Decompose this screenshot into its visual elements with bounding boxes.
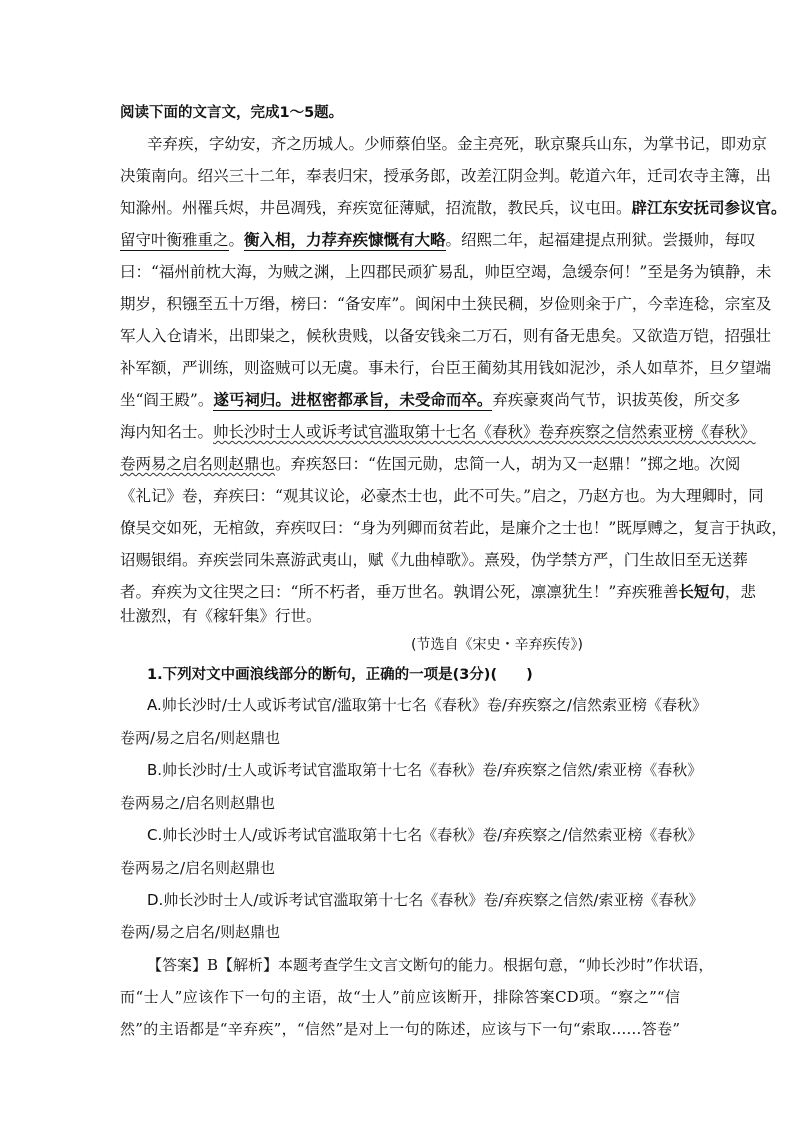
passage-line: 曰：“福州前枕大海，为贼之渊，上四郡民顽犷易乱，帅臣空竭，急缓奈何！”至是务为镇静，未 [120, 263, 772, 281]
source-citation: (节选自《宋史・辛弃疾传》) [411, 637, 583, 653]
option-d-line2: 卷两/易之启名/则赵鼎也 [120, 923, 281, 941]
passage-line [120, 582, 756, 602]
passage-line [120, 230, 756, 250]
passage-text: 坐“阎王殿”。 [120, 391, 214, 409]
section-heading: 阅读下面的文言文，完成1～5题。 [120, 105, 344, 121]
option-a-line2: 卷两/易之启名/则赵鼎也 [120, 729, 281, 747]
option-b-line2: 卷两易之/启名则赵鼎也 [120, 794, 276, 812]
passage-line: 期岁，积镪至五十万缗，榜曰：“备安库”。闽闲中土狭民稠，岁俭则籴于广，今幸连稔，宗室及 [120, 295, 772, 313]
wavy-underlined-text: 卷两易之启名则赵鼎也 [120, 455, 276, 473]
passage-text: 知滁州。州罹兵烬，井邑凋残，弃疾宽征薄赋，招流散，教民兵，议屯田。 [120, 199, 632, 217]
passage-line: 辛弃疾，字幼安，齐之历城人。少师蔡伯坚。金主亮死，耿京聚兵山东，为掌书记，即劝京 [147, 135, 768, 153]
underlined-sentence: 遂丐祠归。进枢密都承旨，未受命而卒。 [213, 390, 493, 409]
passage-line [120, 422, 756, 442]
option-a-line1: A.帅长沙时/士人或诉考试官/滥取第十七名《春秋》卷/弃疾察之/信然索亚榜《春秋》 [147, 696, 707, 714]
passage-text: 者。弃疾为文往哭之曰：“所不朽者，垂万世名。孰谓公死，凛凛犹生！”弃疾雅善 [120, 583, 679, 601]
passage-line: 僚吴交如死，无棺敛，弃疾叹曰：“身为列卿而贫若此，是廉介之士也！”既厚赙之，复言于执政， [120, 519, 787, 537]
underlined-sentence: 辟江东安抚司参议官。 [631, 198, 787, 217]
underlined-sentence: 留守叶衡雅重之 [120, 231, 229, 249]
passage-line: 壮激烈，有《稼轩集》行世。 [120, 607, 322, 625]
passage-line: 补军额，严训练，则盗贼可以无虞。事未行，台臣王蔺劾其用钱如泥沙，杀人如草芥，旦夕望端 [120, 359, 772, 377]
passage-text: 。弃疾怒曰：“佐国元勋，忠简一人，胡为又一赵鼎！”掷之地。次阅 [275, 455, 741, 473]
passage-line: 《礼记》卷，弃疾曰：“观其议论，必豪杰士也，此不可失。”启之，乃赵方也。为大理卿时，同 [120, 487, 764, 505]
option-d-line1: D.帅长沙时士人/或诉考试官滥取第十七名《春秋》卷/弃疾察之信然/索亚榜《春秋》 [147, 891, 704, 909]
passage-text: 海内知名士。 [120, 423, 214, 441]
passage-line: 军人入仓请米，出即粜之，候秋贵贱，以备安钱籴二万石，则有备无患矣。又欲造万铠，招强壮 [120, 327, 772, 345]
passage-text: 弃疾豪爽尚气节，识拔英俊，所交多 [492, 391, 741, 409]
answer-line: 【答案】B【解析】本题考查学生文言文断句的能力。根据句意，“帅长沙时”作状语， [147, 956, 714, 974]
wavy-underlined-text: 帅长沙时士人或诉考试官滥取第十七名《春秋》卷弃疾察之信然索亚榜《春秋》 [213, 423, 756, 441]
passage-text: 。 [228, 231, 245, 249]
passage-line: 诏赐银绢。弃疾尝同朱熹游武夷山，赋《九曲棹歌》。熹殁，伪学禁方严，门生故旧至无送葬 [120, 551, 748, 569]
option-c-line1: C.帅长沙时士人/或诉考试官滥取第十七名《春秋》卷/弃疾察之/信然索亚榜《春秋》 [147, 826, 703, 844]
passage-line [120, 198, 787, 218]
passage-line [120, 390, 741, 410]
option-b-line1: B.帅长沙时/士人或诉考试官滥取第十七名《春秋》卷/弃疾察之信然/索亚榜《春秋》 [147, 761, 703, 779]
passage-line: 决策南向。绍兴三十二年，奉表归宋，授承务郎，改差江阴佥判。乾道六年，迁司农寺主簿，出 [120, 167, 772, 185]
passage-text: ，悲 [724, 583, 756, 601]
bold-term: 长短句 [678, 582, 725, 601]
underlined-sentence: 衡入相，力荐弃疾慷慨有大略 [244, 230, 446, 249]
option-c-line2: 卷两易之/启名则赵鼎也 [120, 859, 276, 877]
passage-line [120, 454, 741, 474]
passage-text: 。绍熙二年，起福建提点刑狱。尝摄帅，每叹 [445, 231, 756, 249]
answer-line: 然”的主语都是“辛弃疾”，“信然”是对上一句的陈述，应该与下一句“索取……答卷” [120, 1020, 680, 1038]
question-title: 1.下列对文中画浪线部分的断句，正确的一项是(3分)( ) [147, 667, 533, 683]
answer-line: 而“士人”应该作下一句的主语，故“士人”前应该断开，排除答案CD项。“察之”“信 [120, 988, 680, 1006]
